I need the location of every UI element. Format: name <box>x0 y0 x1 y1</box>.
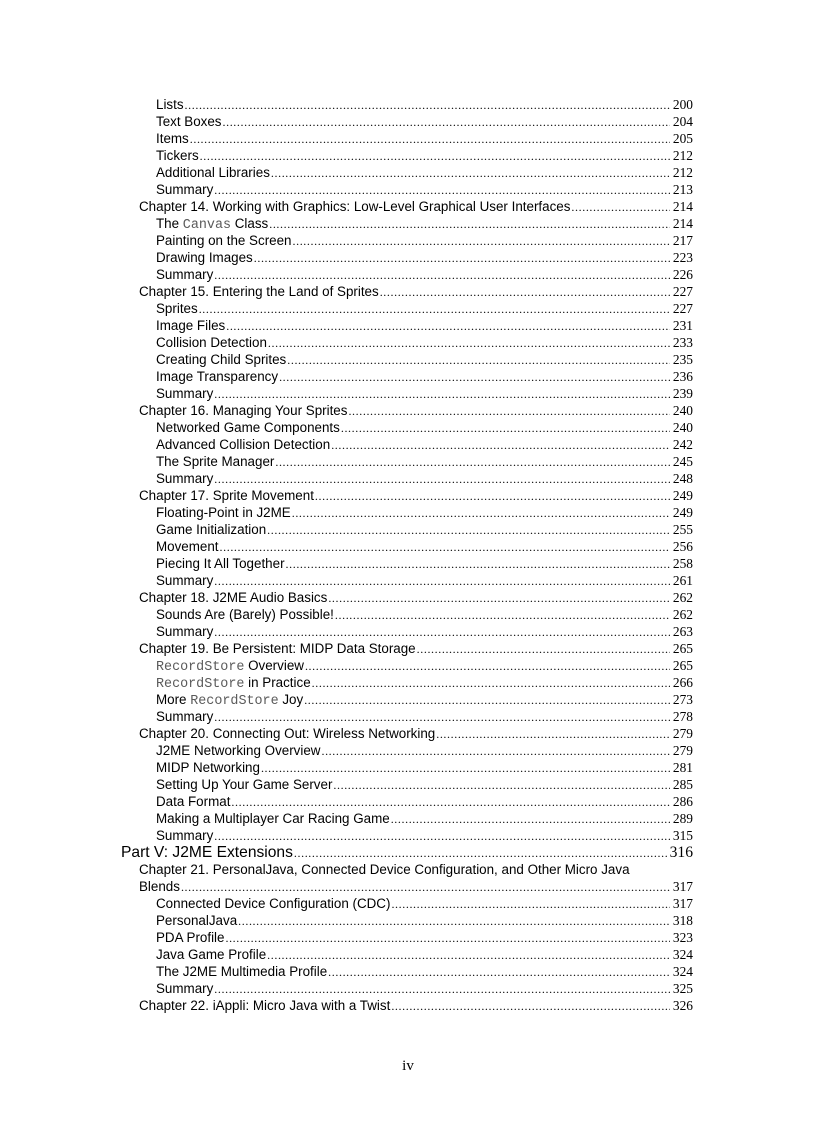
toc-page-number: 240 <box>672 403 693 418</box>
toc-entry-title: Chapter 17. Sprite Movement <box>139 488 314 503</box>
toc-chapter-entry[interactable] <box>121 725 693 742</box>
toc-section-entry[interactable] <box>121 572 693 589</box>
toc-page-number: 227 <box>672 301 693 316</box>
dot-leader <box>333 777 670 794</box>
toc-section-entry[interactable] <box>121 793 693 810</box>
toc-entry-title: Connected Device Configuration (CDC) <box>156 896 391 911</box>
toc-entry-title: Summary <box>156 471 214 486</box>
toc-title-code: Canvas <box>182 218 232 233</box>
toc-section-entry[interactable] <box>121 147 693 164</box>
toc-entry-title: Chapter 19. Be Persistent: MIDP Data Storage <box>139 641 416 656</box>
toc-chapter-entry[interactable] <box>121 997 693 1014</box>
toc-entry-title: Making a Multiplayer Car Racing Game <box>156 811 390 826</box>
toc-page-number: 317 <box>672 879 693 894</box>
toc-section-entry[interactable] <box>121 674 693 691</box>
toc-section-entry[interactable] <box>121 266 693 283</box>
toc-entry-title: Java Game Profile <box>156 947 267 962</box>
dot-leader <box>315 488 670 505</box>
dot-leader <box>391 896 670 913</box>
toc-page-number: 258 <box>672 556 693 571</box>
toc-section-entry[interactable] <box>121 368 693 385</box>
toc-page-number: 262 <box>672 590 693 605</box>
dot-leader <box>214 386 670 403</box>
toc-page-number: 204 <box>672 114 693 129</box>
toc-page-number: 217 <box>672 233 693 248</box>
toc-page-number: 231 <box>672 318 693 333</box>
dot-leader <box>214 573 670 590</box>
toc-page-number: 236 <box>672 369 693 384</box>
toc-page-number: 324 <box>672 964 693 979</box>
dot-leader <box>293 233 671 250</box>
toc-page-number: 242 <box>672 437 693 452</box>
dot-leader <box>275 454 670 471</box>
toc-page-number: 289 <box>672 811 693 826</box>
toc-entry-title: Chapter 22. iAppli: Micro Java with a Twist <box>139 998 391 1013</box>
toc-section-entry[interactable] <box>121 980 693 997</box>
toc-section-entry[interactable] <box>121 113 693 130</box>
dot-leader <box>223 114 671 131</box>
toc-section-entry[interactable] <box>121 436 693 453</box>
toc-page-number: 212 <box>672 165 693 180</box>
toc-chapter-entry[interactable] <box>121 640 693 657</box>
toc-page-number: 213 <box>672 182 693 197</box>
toc-page-number: 278 <box>672 709 693 724</box>
toc-section-entry[interactable] <box>121 351 693 368</box>
dot-leader <box>214 267 670 284</box>
dot-leader <box>199 301 670 318</box>
toc-section-entry[interactable] <box>121 742 693 759</box>
dot-leader <box>312 675 670 692</box>
dot-leader <box>231 794 670 811</box>
toc-entry-title: Summary <box>156 182 214 197</box>
toc-page-number: 240 <box>672 420 693 435</box>
toc-entry-title: Movement <box>156 539 219 554</box>
toc-page-number: 205 <box>672 131 693 146</box>
dot-leader <box>214 624 670 641</box>
toc-page-number: 325 <box>672 981 693 996</box>
dot-leader <box>220 539 670 556</box>
toc-section-entry[interactable] <box>121 708 693 725</box>
dot-leader <box>238 913 670 930</box>
toc-title-code: RecordStore <box>156 660 245 675</box>
toc-entry-title: Blends <box>139 879 180 894</box>
dot-leader <box>328 964 670 981</box>
toc-entry-title: Image Files <box>156 318 226 333</box>
toc-entry-title: Chapter 18. J2ME Audio Basics <box>139 590 328 605</box>
toc-page-number: 249 <box>672 505 693 520</box>
toc-page-number: 214 <box>672 199 693 214</box>
toc-entry-title: Lists <box>156 97 184 112</box>
dot-leader <box>391 811 670 828</box>
toc-section-entry[interactable] <box>121 300 693 317</box>
toc-section-entry[interactable] <box>121 96 693 113</box>
toc-section-entry[interactable] <box>121 334 693 351</box>
toc-page-number: 233 <box>672 335 693 350</box>
toc-page-number: 262 <box>672 607 693 622</box>
toc-page-number: 324 <box>672 947 693 962</box>
toc-section-entry[interactable] <box>121 657 693 674</box>
toc-section-entry[interactable] <box>121 164 693 181</box>
toc-entry-title: Painting on the Screen <box>156 233 292 248</box>
toc-section-entry[interactable] <box>121 419 693 436</box>
toc-section-entry[interactable] <box>121 827 693 844</box>
toc-page-number: 249 <box>672 488 693 503</box>
toc-entry-title: Networked Game Components <box>156 420 340 435</box>
toc-entry-title: PersonalJava <box>156 913 238 928</box>
toc-section-entry[interactable] <box>121 538 693 555</box>
dot-leader <box>328 590 670 607</box>
toc-entry-title: Game Initialization <box>156 522 267 537</box>
toc-entry-title: Data Format <box>156 794 231 809</box>
toc-page-number: 255 <box>672 522 693 537</box>
toc-entry-title: Floating-Point in J2ME <box>156 505 291 520</box>
toc-page-number: 248 <box>672 471 693 486</box>
toc-page-number: 279 <box>672 726 693 741</box>
toc-chapter-entry[interactable] <box>121 283 693 300</box>
toc-entry-title: Summary <box>156 981 214 996</box>
toc-entry-title: Drawing Images <box>156 250 253 265</box>
toc-page-number: 227 <box>672 284 693 299</box>
toc-chapter-entry[interactable] <box>121 198 693 215</box>
toc-section-entry[interactable] <box>121 946 693 963</box>
toc-section-entry[interactable] <box>121 623 693 640</box>
toc-entry-title: Image Transparency <box>156 369 279 384</box>
toc-title-suffix: Joy <box>278 692 304 707</box>
toc-entry-title: Summary <box>156 573 214 588</box>
toc-entry-title: PDA Profile <box>156 930 225 945</box>
toc-chapter-entry[interactable] <box>121 589 693 606</box>
toc-entry-title: Items <box>156 131 189 146</box>
toc-section-entry[interactable] <box>121 606 693 623</box>
toc-page-number: 212 <box>672 148 693 163</box>
toc-entry-title: Sounds Are (Barely) Possible! <box>156 607 334 622</box>
toc-title-suffix: in Practice <box>244 675 311 690</box>
toc-section-entry[interactable] <box>121 232 693 249</box>
toc-page-number: 273 <box>672 692 693 707</box>
toc-section-entry[interactable] <box>121 181 693 198</box>
toc-entry-title: MIDP Networking <box>156 760 260 775</box>
dot-leader <box>380 284 670 301</box>
dot-leader <box>214 709 670 726</box>
toc-page-number: 317 <box>672 896 693 911</box>
toc-entry-title: Chapter 15. Entering the Land of Sprites <box>139 284 379 299</box>
dot-leader <box>292 505 670 522</box>
toc-title-code: RecordStore <box>190 694 279 709</box>
toc-entry-title: J2ME Networking Overview <box>156 743 321 758</box>
toc-entry-title: Summary <box>156 267 214 282</box>
dot-leader <box>321 743 670 760</box>
toc-section-entry[interactable] <box>121 895 693 912</box>
toc-section-entry[interactable] <box>121 317 693 334</box>
toc-entry-title: Chapter 21. PersonalJava, Connected Device Configuration, and Other Micro Java <box>139 862 630 877</box>
dot-leader <box>267 947 670 964</box>
toc-part-entry[interactable] <box>121 844 693 861</box>
toc-page-number: 239 <box>672 386 693 401</box>
toc-entry-title: Sprites <box>156 301 198 316</box>
toc-section-entry[interactable] <box>121 249 693 266</box>
toc-page-number: 323 <box>672 930 693 945</box>
toc-section-entry[interactable] <box>121 130 693 147</box>
toc-entry-title: Summary <box>156 709 214 724</box>
dot-leader <box>214 182 670 199</box>
toc-entry-title: Text Boxes <box>156 114 222 129</box>
toc-page-number: 266 <box>672 675 693 690</box>
toc-entry-title: Tickers <box>156 148 199 163</box>
table-of-contents <box>121 96 693 1014</box>
toc-title-prefix: More <box>156 692 191 707</box>
toc-entry-title: Summary <box>156 828 214 843</box>
toc-section-entry[interactable] <box>121 929 693 946</box>
toc-chapter-entry[interactable] <box>121 878 693 895</box>
toc-section-entry[interactable] <box>121 912 693 929</box>
toc-page-number: 281 <box>672 760 693 775</box>
toc-title-suffix: Overview <box>244 658 304 673</box>
dot-leader <box>225 930 670 947</box>
toc-section-entry[interactable] <box>121 691 693 708</box>
toc-title-suffix: Class <box>231 216 269 231</box>
toc-page-number: 261 <box>672 573 693 588</box>
dot-leader <box>417 641 670 658</box>
dot-leader <box>214 471 670 488</box>
toc-title-code: RecordStore <box>156 677 245 692</box>
toc-entry-title: Creating Child Sprites <box>156 352 287 367</box>
toc-title-prefix: The <box>156 216 183 231</box>
toc-page-number: 223 <box>672 250 693 265</box>
toc-section-entry[interactable] <box>121 776 693 793</box>
toc-section-entry[interactable] <box>121 810 693 827</box>
toc-page-number: 226 <box>672 267 693 282</box>
toc-section-entry[interactable] <box>121 504 693 521</box>
toc-page-number: 285 <box>672 777 693 792</box>
toc-section-entry[interactable] <box>121 453 693 470</box>
toc-page-number: 256 <box>672 539 693 554</box>
toc-entry-title: Setting Up Your Game Server <box>156 777 333 792</box>
dot-leader <box>294 845 669 862</box>
toc-entry-title: Summary <box>156 624 214 639</box>
toc-page-number: 245 <box>672 454 693 469</box>
dot-leader <box>331 437 670 454</box>
toc-page-number: 286 <box>672 794 693 809</box>
dot-leader <box>348 403 670 420</box>
dot-leader <box>287 352 670 369</box>
dot-leader <box>261 760 670 777</box>
dot-leader <box>335 607 670 624</box>
toc-entry-title: Additional Libraries <box>156 165 270 180</box>
dot-leader <box>214 828 670 845</box>
toc-entry-title: Chapter 14. Working with Graphics: Low-Level Graphical User Interfaces <box>139 199 571 214</box>
toc-entry-title: Summary <box>156 386 214 401</box>
toc-entry-title: Part V: J2ME Extensions <box>121 844 293 861</box>
toc-page-number: 316 <box>669 844 693 861</box>
toc-entry-title: Chapter 16. Managing Your Sprites <box>139 403 348 418</box>
toc-page-number: 279 <box>672 743 693 758</box>
toc-page-number: 265 <box>672 658 693 673</box>
toc-entry-title: The J2ME Multimedia Profile <box>156 964 328 979</box>
toc-page-number: 265 <box>672 641 693 656</box>
dot-leader <box>436 726 670 743</box>
dot-leader <box>279 369 670 386</box>
toc-chapter-entry[interactable] <box>121 402 693 419</box>
toc-page-number: 263 <box>672 624 693 639</box>
page-number: iv <box>402 1058 414 1074</box>
toc-section-entry[interactable] <box>121 555 693 572</box>
toc-entry-title: Advanced Collision Detection <box>156 437 331 452</box>
dot-leader <box>268 335 670 352</box>
dot-leader <box>254 250 670 267</box>
toc-entry-title: Collision Detection <box>156 335 267 350</box>
toc-entry-title: Chapter 20. Connecting Out: Wireless Networking <box>139 726 436 741</box>
dot-leader <box>214 981 670 998</box>
toc-chapter-entry[interactable] <box>121 487 693 504</box>
dot-leader <box>181 879 670 896</box>
toc-entry-title: The Sprite Manager <box>156 454 275 469</box>
toc-page-number: 326 <box>672 998 693 1013</box>
dot-leader <box>286 556 670 573</box>
dot-leader <box>226 318 670 335</box>
toc-entry-wrapped-line <box>121 861 693 878</box>
toc-section-entry[interactable] <box>121 385 693 402</box>
dot-leader <box>271 165 670 182</box>
dot-leader <box>341 420 670 437</box>
dot-leader <box>304 692 670 709</box>
toc-page-number: 214 <box>672 216 693 231</box>
toc-page-number: 235 <box>672 352 693 367</box>
dot-leader <box>190 131 670 148</box>
toc-page-number: 318 <box>672 913 693 928</box>
dot-leader <box>571 199 670 216</box>
dot-leader <box>391 998 670 1015</box>
toc-section-entry[interactable] <box>121 521 693 538</box>
dot-leader <box>305 658 670 675</box>
toc-section-entry[interactable] <box>121 759 693 776</box>
toc-page-number: 200 <box>672 97 693 112</box>
toc-entry-title: Piecing It All Together <box>156 556 285 571</box>
dot-leader <box>185 97 670 114</box>
dot-leader <box>200 148 670 165</box>
toc-page-number: 315 <box>672 828 693 843</box>
dot-leader <box>267 522 670 539</box>
dot-leader <box>269 216 670 233</box>
toc-section-entry[interactable] <box>121 963 693 980</box>
toc-section-entry[interactable] <box>121 470 693 487</box>
toc-section-entry[interactable] <box>121 215 693 232</box>
